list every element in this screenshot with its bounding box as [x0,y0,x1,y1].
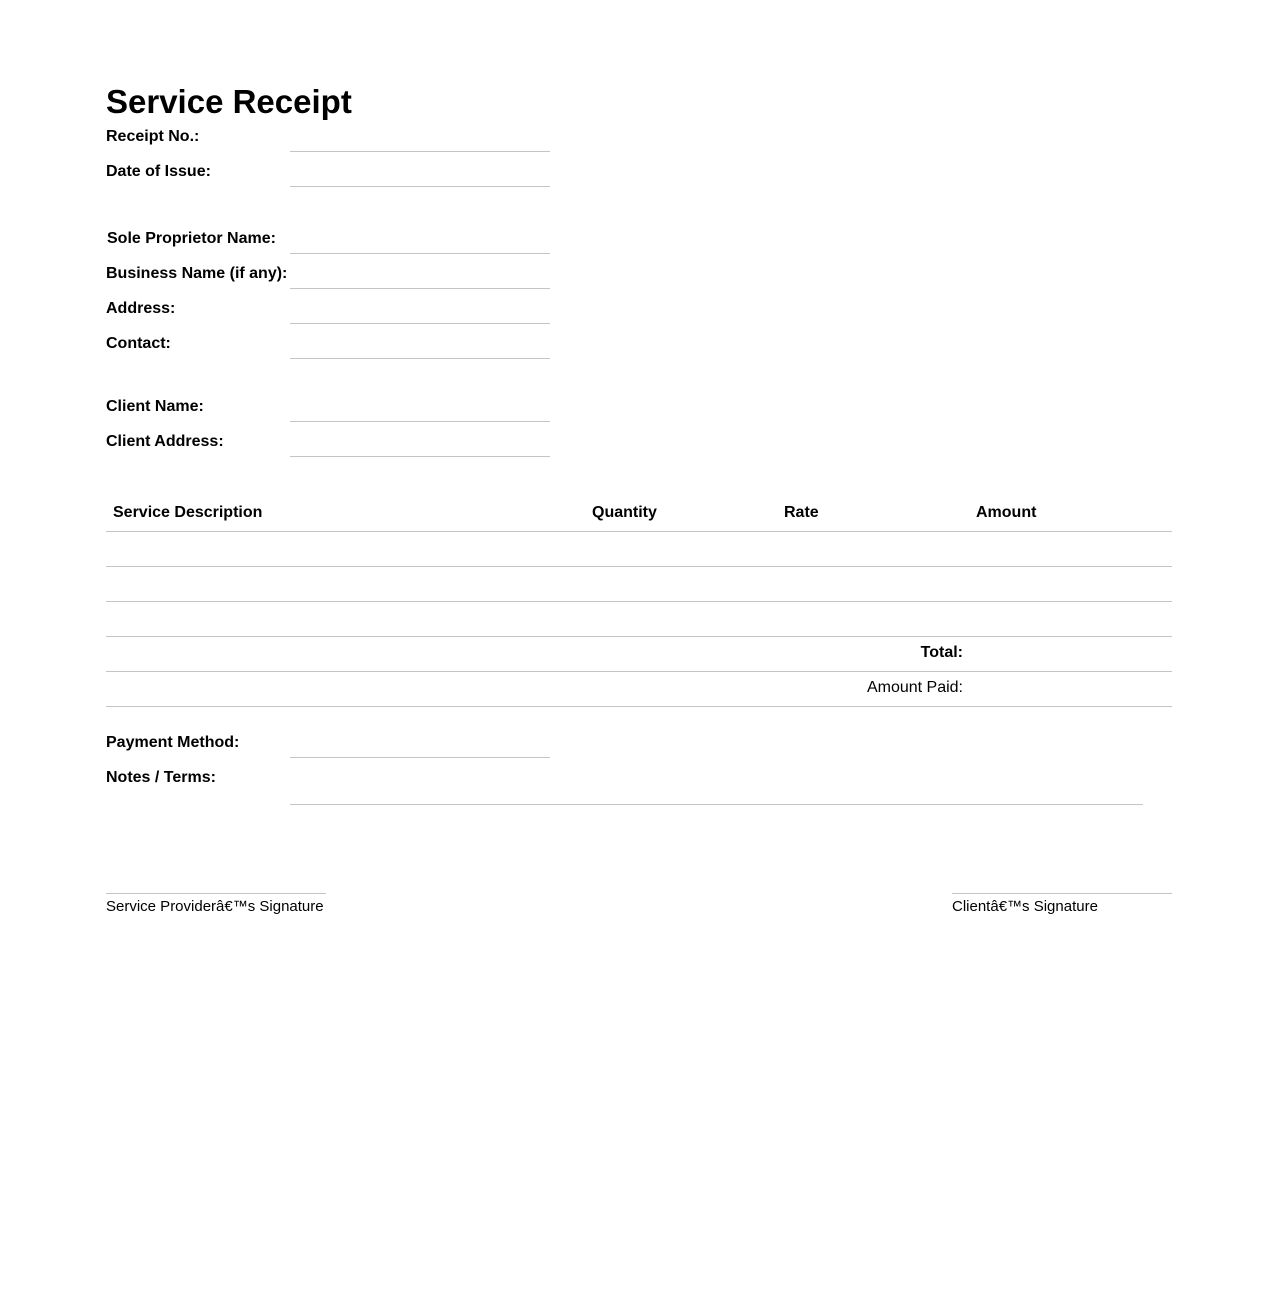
header-quantity: Quantity [592,504,657,521]
client-name-label: Client Name: [106,398,204,415]
contact-field[interactable] [290,358,550,359]
total-label: Total: [920,644,963,661]
header-service-description: Service Description [113,504,263,521]
table-row-divider [106,706,1172,707]
table-row-divider [106,671,1172,672]
payment-method-field[interactable] [290,757,550,758]
notes-terms-field[interactable] [290,804,1143,805]
receipt-no-field[interactable] [290,151,550,152]
business-name-label: Business Name (if any): [106,265,288,282]
provider-signature-label: Service Providerâ€™s Signature [106,898,324,915]
client-name-field[interactable] [290,421,550,422]
sole-proprietor-name-label: Sole Proprietor Name: [107,230,276,247]
receipt-no-label: Receipt No.: [106,128,200,145]
notes-terms-label: Notes / Terms: [106,769,216,786]
client-address-label: Client Address: [106,433,224,450]
table-row-divider [106,636,1172,637]
client-address-field[interactable] [290,456,550,457]
address-field[interactable] [290,323,550,324]
header-amount: Amount [976,504,1037,521]
amount-paid-label: Amount Paid: [866,679,963,696]
table-row-divider [106,531,1172,532]
header-rate: Rate [784,504,819,521]
table-row-divider [106,566,1172,567]
contact-label: Contact: [106,335,171,352]
provider-signature-line[interactable] [106,893,326,894]
table-row-divider [106,601,1172,602]
address-label: Address: [106,300,176,317]
sole-proprietor-name-field[interactable] [290,253,550,254]
client-signature-line[interactable] [952,893,1172,894]
business-name-field[interactable] [290,288,550,289]
date-of-issue-label: Date of Issue: [106,163,211,180]
client-signature-label: Clientâ€™s Signature [952,898,1098,915]
payment-method-label: Payment Method: [106,734,240,751]
date-of-issue-field[interactable] [290,186,550,187]
page-title: Service Receipt [106,83,352,120]
